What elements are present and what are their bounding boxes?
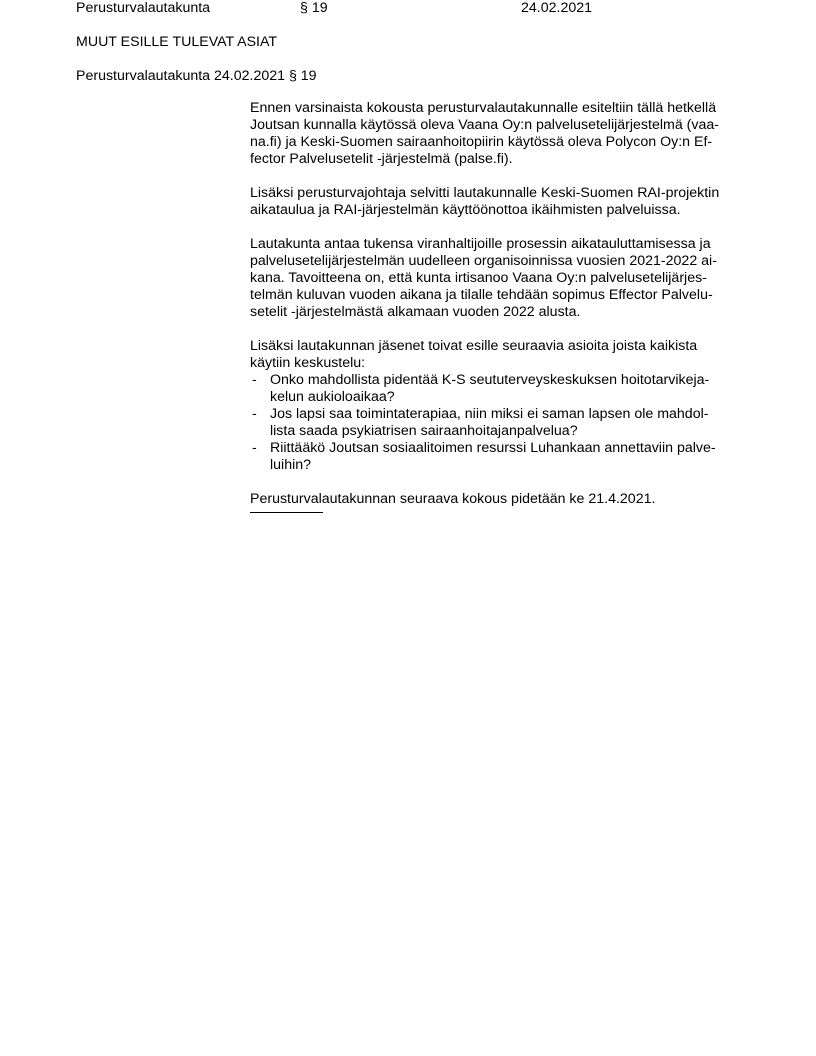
text-line: Riittääkö Joutsan sosiaalitoimen resurssi Luhankaan annettaviin palve- [270, 440, 716, 456]
signature-rule [250, 512, 323, 513]
list-item [250, 440, 740, 474]
paragraph-rai-project [250, 185, 740, 219]
text-line: Lautakunta antaa tukensa viranhaltijoille prosessin aikatauluttamisessa ja [250, 236, 711, 252]
list-item [250, 372, 740, 406]
meeting-reference: Perusturvalautakunta 24.02.2021 § 19 [76, 68, 317, 84]
next-meeting [250, 491, 740, 508]
discussion-list [250, 372, 740, 474]
text-line: Joutsan kunnalla käytössä oleva Vaana Oy:n palvelusetelijärjestelmä (vaa- [250, 117, 719, 133]
section-title: MUUT ESILLE TULEVAT ASIAT [76, 34, 278, 50]
discussion-block [250, 338, 740, 474]
header-organ: Perusturvalautakunta [76, 0, 211, 16]
header-section: § 19 [300, 0, 328, 16]
discussion-intro [250, 338, 740, 372]
text-line: Onko mahdollista pidentää K-S seututerveyskeskuksen hoitotarvikeja- [270, 372, 710, 388]
text-line: käytiin keskustelu: [250, 355, 366, 371]
paragraph-presentation [250, 100, 740, 168]
text-line: Perusturvalautakunnan seuraava kokous pidetään ke 21.4.2021. [250, 491, 656, 507]
header-date: 24.02.2021 [521, 0, 593, 16]
text-line: palvelusetelijärjestelmän uudelleen organisoinnissa vuosien 2021-2022 ai- [250, 253, 717, 269]
text-line: aikataulua ja RAI-järjestelmän käyttöönottoa ikäihmisten palveluissa. [250, 202, 681, 218]
minutes-body [250, 100, 740, 513]
text-line: Lisäksi lautakunnan jäsenet toivat esille seuraavia asioita joista kaikista [250, 338, 698, 354]
text-line: Jos lapsi saa toimintaterapiaa, niin miksi ei saman lapsen ole mahdol- [270, 406, 709, 422]
bullet-dash: - [252, 440, 257, 456]
bullet-dash: - [252, 372, 257, 388]
text-line: kelun aukioloaikaa? [270, 389, 395, 405]
paragraph-decision [250, 236, 740, 321]
bullet-dash: - [252, 406, 257, 422]
text-line: setelit -järjestelmästä alkamaan vuoden 2022 alusta. [250, 304, 581, 320]
text-line: kana. Tavoitteena on, että kunta irtisanoo Vaana Oy:n palvelusetelijärjes- [250, 270, 707, 286]
text-line: telmän kuluvan vuoden aikana ja tilalle tehdään sopimus Effector Palvelu- [250, 287, 713, 303]
text-line: Lisäksi perusturvajohtaja selvitti lautakunnalle Keski-Suomen RAI-projektin [250, 185, 720, 201]
text-line: fector Palvelusetelit -järjestelmä (palse.fi). [250, 151, 513, 167]
text-line: luihin? [270, 457, 312, 473]
text-line: na.fi) ja Keski-Suomen sairaanhoitopiirin käytössä oleva Polycon Oy:n Ef- [250, 134, 713, 150]
text-line: Ennen varsinaista kokousta perusturvalautakunnalle esiteltiin tällä hetkellä [250, 100, 717, 116]
text-line: lista saada psykiatrisen sairaanhoitajanpalvelua? [270, 423, 578, 439]
list-item [250, 406, 740, 440]
